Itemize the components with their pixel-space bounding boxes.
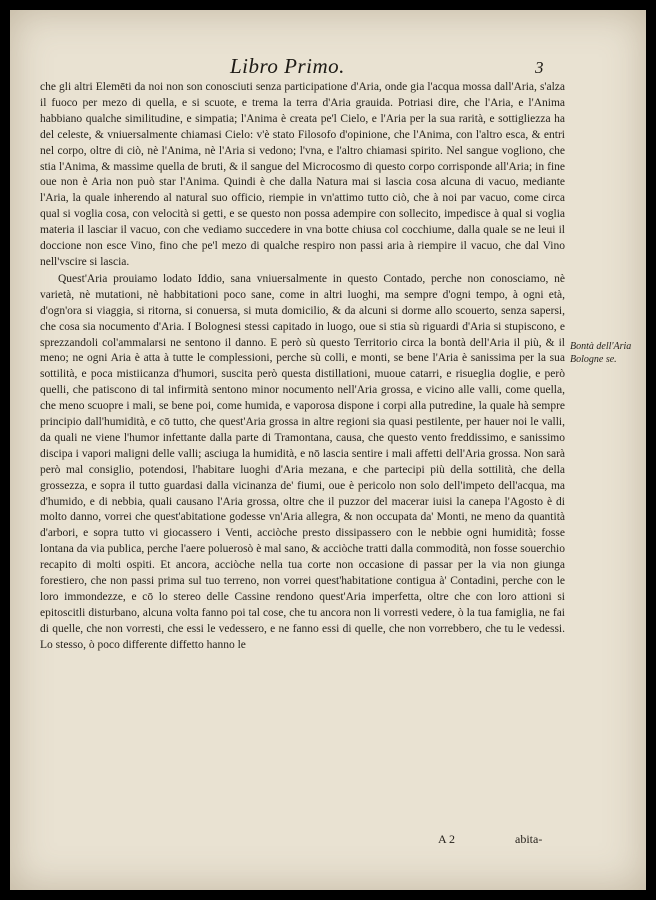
page-number: 3 [535, 58, 544, 77]
paragraph-1: che gli altri Elemēti da noi non son conosciuti senza participatione d'Aria, onde gia l'acqua mossa dall'Aria, s'alza il fuoco per mezo di quella, e si scuote, e trema la terra d'Aria grauida. Potriasi dire, che l'Aria, e l'Anima habbiano qualche similitudine, e simpatia; l'Anima è creata pe'l Cielo, e l'Aria per la sua rarità, e sottigliezza ha del celeste, & vniuersalmente chiamasi Cielo: v'è stato Filosofo d'opinione, che l'Anima, con l'altro esca, & entri nel corpo, oltre di ciò, nè l'Anima, nè l'Aria si vedono; l'vna, e l'altro chiamasi spirito. Nel sangue vogliono, che stia l'Anima, & massime quella de bruti, & il sangue del Microcosmo di questo corpo corrisponde all'Aria; in fine oue non è Aria non può star l'Anima. Quindi è che dalla Natura mai si lascia cosa alcuna di vacuo, mediante l'Aria, la quale inherendo al natural suo officio, riempie in vn'attimo tutto ciò, che à noi par vacuo, come circa qual si voglia cosa, con velocità si getti, e se questo non possa adempire con sollecito, impedisce à qual si voglia materia il lasciar il vacuo, con che vediamo succedere in vna botte chiusa col cocchiume, dalla quale se ne leui il doccione non esce Vino, fino che pe'l mezo di qualche respiro non passi aria à riempire il vacuo, che dal Vino nell'vscire si lascia. [40, 81, 565, 268]
book-page [10, 10, 646, 890]
marginal-note: Bontà dell'Aria Bologne se. [570, 341, 632, 365]
running-title: Libro Primo. [230, 54, 345, 78]
catchword: abita- [515, 832, 543, 846]
paragraph-2: Quest'Aria prouiamo lodato Iddio, sana vniuersalmente in questo Contado, perche non conosciamo, nè varietà, nè mutationi, nè habbitationi poco sane, come in altri luoghi, ma sempre d'ogni tempo, à ogni età, d'ogn'ora si viaggia, si ritorna, si conuersa, si muta domicilio, & da alcuni si dorme allo scouerto, senza sapersi, che cosa sia nocumento d'Aria. I Bolognesi stessi capitado in luogo, oue si stia sù riguardi d'Aria si stupiscono, e sprezzandoli col'ammalarsi ne sentono il danno. E però sù questo Territorio circa la bontà dell'Aria il più, & il meno; ne ogni Aria è atta à tutte le complessioni, perche sù colli, e monti, se bene l'Aria è sanissima per la sua sottilità, e poca mistiicanza d'humori, suscita però questa distillationi, muoue catarri, e risueglia doglie, e però quelli, che patiscono di tal infirmità sentono minor nocumento nell'Aria grossa, e vicino alle valli, come quella, che meno scuopre i mali, se bene poi, come humida, e vaporosa dispone i corpi alla putredine, la quale hà sempre principio dall'humidità, e cō tutto, che quest'Aria grossa in altre regioni sia quasi pestilente, per hauer noi le valli, da quali ne viene l'humor infettante dalla parte di Tramontana, causa, che questo vento freddissimo, e sanissimo discipa i vapori maligni delle valli; asciuga la humidità, e nō lascia sentire i mali affetti dell'Aria grossa. Non sarà però mal consiglio, potendosi, l'habitare luoghi d'Aria mezana, e che partecipi più della sottilità, che della grossezza, e sopra il tutto guardasi dalla vicinanza de' fiumi, oue è pericolo non solo dell'impeto dell'acqua, ma d'humido, e di nebbia, quali causano l'Aria grossa, oltre che il puzzor del macerar iuisi la canepa l'Agosto è di molto danno, vorrei che quest'abitatione godesse vn'Aria allegra, & non occupata da' Monti, ne meno da quantità d'arbori, e sopra tutto vi giocassero i Venti, acciòche presto dissipassero con le nebbie ogni humidità; fosse lontana da via publica, perche l'aere poluerosò è mal sano, & acciòche tratti dalla commodità, non fosse souerchio recapito di molti ospiti. Et ancora, acciòche nella tua corte non occasione di passar per la via non giunga forestiero, che non passi prima sul tuo terreno, non vorrei quest'habitatione contigua à' Contadini, perche con le loro immondezze, e cō lo stereo delle Cassine rendono quest'Aria imperfetta, oltre che con loro attioni si epitoscitli disturbano, alcuna volta fanno poi tal cose, che tu ancora non li vorresti vedere, ò la tua famiglia, ne fai di quelle, che non vorresti, che essi le vedessero, e ne fanno essi di quelle, che non vorrebbero, che tu le vedessi. Lo stesso, ò poco differente diffetto hanno le [40, 272, 565, 651]
signature-mark: A 2 [438, 832, 456, 846]
body-text [40, 80, 565, 654]
